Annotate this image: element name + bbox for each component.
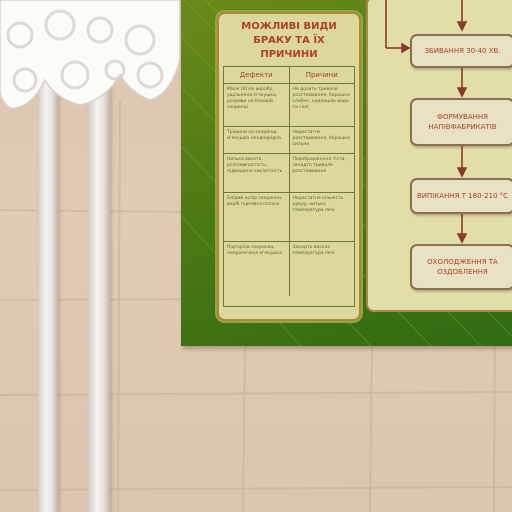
flow-step-forming: ФОРМУВАННЯ НАПІВФАБРИКАТІВ: [410, 98, 512, 146]
defects-table-header: [224, 67, 354, 84]
defect-cell: Тріщини на скоринці, м'якушка неоднорідна: [224, 127, 290, 153]
defects-table: [223, 66, 355, 307]
cause-cell: Занадто висока температура печі: [292, 245, 335, 256]
cause-cell: Недостатнє розстоювання, борошно сильне: [292, 130, 350, 147]
flow-step-whipping: ЗБИВАННЯ 30-40 ХВ.: [410, 34, 512, 68]
defect-cell: Блідий колір скоринки, виріб піднявся погано: [224, 193, 290, 241]
table-row: [224, 84, 354, 127]
header-defects: Дефекти: [224, 67, 290, 83]
cause-cell: Перебродження тіста, занадто тривале розстоювання: [292, 157, 346, 174]
flow-step-baking: ВИПІКАННЯ T 180-210 °C: [410, 178, 512, 214]
defect-cell: Низька висота, розпливчастість, підвищена кислотність: [224, 154, 290, 192]
lace-curtain: [0, 0, 180, 110]
defect-cell: Мале Об'єм виробу, ущільнена м'якушка, розриви на боковій скоринці: [224, 84, 290, 126]
white-pipe-left: [38, 70, 58, 512]
table-row: [224, 127, 354, 154]
defects-card-title: МОЖЛИВІ ВИДИ БРАКУ ТА ЇХ ПРИЧИНИ: [241, 21, 337, 60]
table-row: [224, 242, 354, 296]
cause-cell: Недостатня кількість цукру, низька температура печі: [292, 196, 344, 213]
table-row: [224, 154, 354, 193]
cause-cell: Не досить тривале розстоювання, борошно слабке, надлишок води та солі: [292, 87, 350, 110]
table-row: [224, 193, 354, 242]
flow-step-cooling: ОХОЛОДЖЕННЯ ТА ОЗДОБЛЕННЯ: [410, 244, 512, 290]
defect-cell: Підгоріла скоринка, непропечена м'якушка: [224, 242, 290, 296]
white-pipe-right: [88, 70, 110, 512]
defects-card: [217, 12, 361, 321]
header-causes: Причини: [305, 71, 338, 79]
